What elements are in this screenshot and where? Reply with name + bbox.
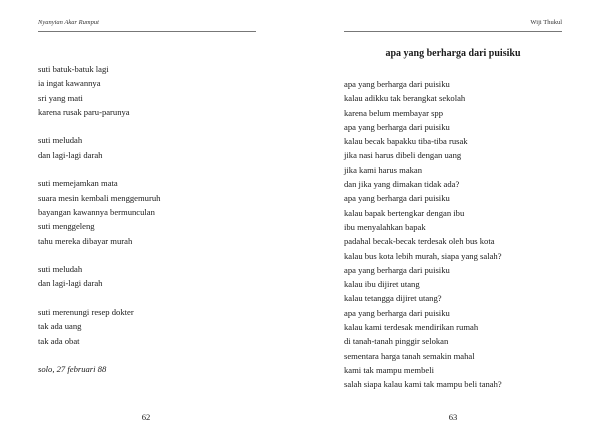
poem-line: kalau adikku tak berangkat sekolah bbox=[344, 93, 466, 104]
poem-line: di tanah-tanah pinggir selokan bbox=[344, 336, 449, 347]
poem-line: kalau kami terdesak mendirikan rumah bbox=[344, 322, 479, 333]
poem-line: jika kami harus makan bbox=[344, 164, 423, 175]
poem-line: dan jika yang dimakan tidak ada? bbox=[344, 179, 460, 190]
poem-line: tak ada obat bbox=[38, 335, 80, 346]
poem-line: dan lagi-lagi darah bbox=[38, 278, 103, 289]
poem-line: ia ingat kawannya bbox=[38, 78, 101, 89]
poem-line: kalau becak bapakku tiba-tiba rusak bbox=[344, 136, 468, 147]
header-rule bbox=[38, 31, 256, 32]
poem-line: ibu menyalahkan bapak bbox=[344, 221, 426, 232]
stanza bbox=[38, 133, 160, 162]
running-head-author: Wiji Thukul bbox=[530, 19, 562, 26]
stanza bbox=[38, 176, 160, 247]
poem-line: dan lagi-lagi darah bbox=[38, 149, 103, 160]
poem-line: tak ada uang bbox=[38, 321, 82, 332]
poem-line: bayangan kawannya bermunculan bbox=[38, 206, 155, 217]
poem-line: kalau bus kota lebih murah, siapa yang salah? bbox=[344, 250, 502, 261]
page-number: 62 bbox=[141, 412, 151, 422]
poem-line: sri yang mati bbox=[38, 92, 83, 103]
poem-line: kami tak mampu membeli bbox=[344, 364, 434, 375]
poem-line: karena rusak paru-parunya bbox=[38, 106, 130, 117]
page-number: 63 bbox=[448, 412, 458, 422]
right-page bbox=[300, 0, 600, 444]
poem-line: sementara harga tanah semakin mahal bbox=[344, 350, 475, 361]
running-head-book-title: Nyanyian Akar Rumput bbox=[38, 19, 99, 26]
poem-line: karena belum membayar spp bbox=[344, 107, 444, 118]
poem-line: suti meludah bbox=[38, 135, 83, 146]
poem-body bbox=[38, 62, 160, 377]
poem-line: suti menggeleng bbox=[38, 221, 95, 232]
poem-line: salah siapa kalau kami tak mampu beli tanah? bbox=[344, 379, 502, 390]
poem-line: kalau ibu dijiret utang bbox=[344, 279, 420, 290]
poem-line: kalau bapak bertengkar dengan ibu bbox=[344, 207, 465, 218]
poem-line: suti merenungi resep dokter bbox=[38, 307, 134, 318]
poem-line: tahu mereka dibayar murah bbox=[38, 235, 133, 246]
poem-line: jika nasi harus dibeli dengan uang bbox=[344, 150, 462, 161]
stanza bbox=[38, 62, 160, 119]
poem-line: suti memejamkan mata bbox=[38, 178, 118, 189]
header-rule bbox=[344, 31, 562, 32]
poem-line: apa yang berharga dari puisiku bbox=[344, 121, 450, 132]
poem-line: apa yang berharga dari puisiku bbox=[344, 79, 450, 89]
stanza bbox=[38, 305, 160, 348]
poem-line: suti batuk-batuk lagi bbox=[38, 64, 109, 74]
poem-line: apa yang berharga dari puisiku bbox=[344, 264, 450, 275]
poem-line: suara mesin kembali menggemuruh bbox=[38, 192, 161, 203]
poem-date: solo, 27 februari 88 bbox=[38, 364, 107, 375]
poem-title: apa yang berharga dari puisiku bbox=[385, 48, 521, 59]
poem-line: suti meludah bbox=[38, 264, 83, 275]
poem-line: apa yang berharga dari puisiku bbox=[344, 307, 450, 318]
poem-line: padahal becak-becak terdesak oleh bus kota bbox=[344, 236, 495, 247]
poem-body bbox=[344, 77, 502, 392]
poem-line: kalau tetangga dijiret utang? bbox=[344, 293, 442, 304]
stanza bbox=[38, 262, 160, 291]
poem-line: apa yang berharga dari puisiku bbox=[344, 193, 450, 204]
